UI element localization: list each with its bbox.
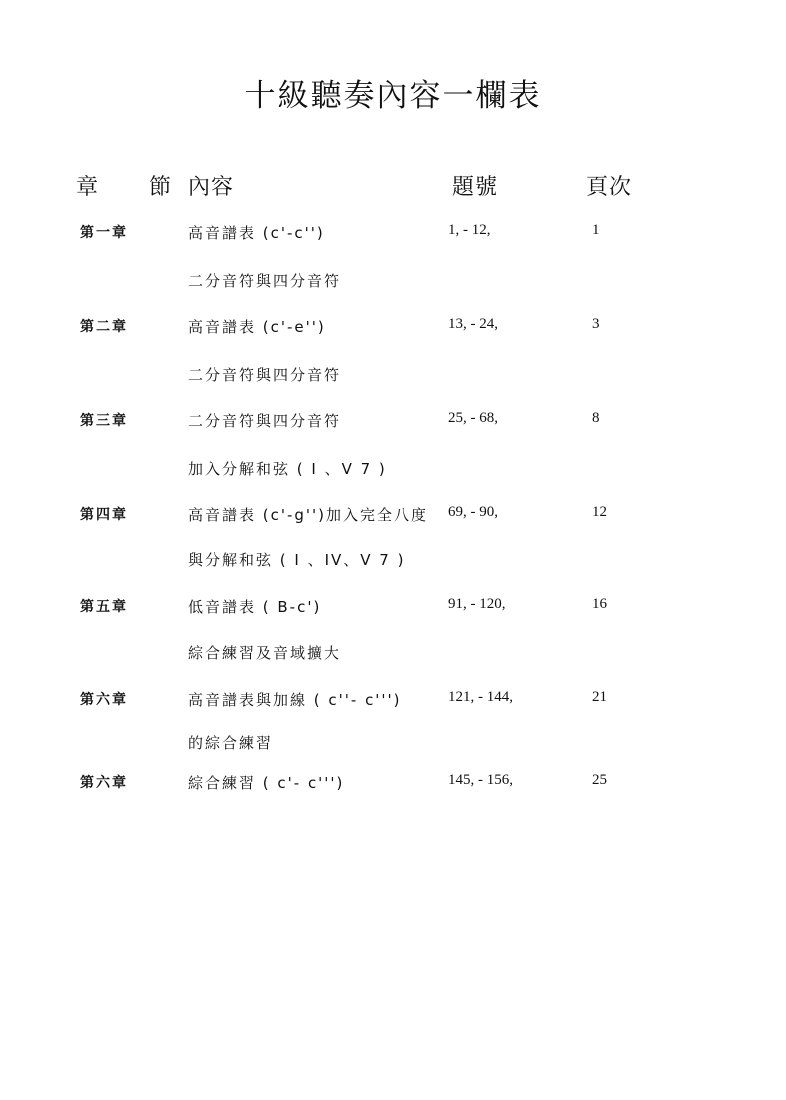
row-content: 與分解和弦 ( I 、IV、V 7 ) bbox=[188, 551, 406, 569]
row-page: 16 bbox=[592, 596, 607, 612]
row-page: 21 bbox=[592, 689, 607, 705]
row-chapter: 第六章 bbox=[80, 775, 128, 791]
row-number: 69, - 90, bbox=[448, 504, 498, 520]
row-number: 1, - 12, bbox=[448, 222, 491, 238]
row-content: 高音譜表 (c'-g'')加入完全八度 bbox=[188, 506, 429, 524]
header-chapter: 章 節 bbox=[76, 175, 193, 200]
row-content: 高音譜表 (c'-c'') bbox=[188, 224, 325, 242]
row-content: 的綜合練習 bbox=[188, 734, 274, 752]
row-number: 13, - 24, bbox=[448, 316, 498, 332]
row-chapter: 第三章 bbox=[80, 413, 128, 429]
row-content: 綜合練習 ( c'- c''') bbox=[188, 774, 345, 792]
row-chapter: 第四章 bbox=[80, 507, 128, 523]
row-page: 1 bbox=[592, 222, 600, 238]
row-content: 高音譜表 (c'-e'') bbox=[188, 318, 326, 336]
header-page: 頁次 bbox=[586, 175, 633, 200]
row-content: 二分音符與四分音符 bbox=[188, 412, 342, 430]
row-content: 綜合練習及音域擴大 bbox=[188, 644, 342, 662]
row-content: 高音譜表與加線 ( c''- c''') bbox=[188, 691, 402, 709]
row-content: 加入分解和弦 ( I 、V 7 ) bbox=[188, 460, 387, 478]
row-chapter: 第六章 bbox=[80, 692, 128, 708]
row-number: 91, - 120, bbox=[448, 596, 506, 612]
row-chapter: 第五章 bbox=[80, 599, 128, 615]
row-number: 121, - 144, bbox=[448, 689, 513, 705]
row-content: 二分音符與四分音符 bbox=[188, 366, 342, 384]
row-content: 低音譜表 ( B-c') bbox=[188, 598, 322, 616]
row-page: 25 bbox=[592, 772, 607, 788]
row-chapter: 第一章 bbox=[80, 225, 128, 241]
header-content: 內容 bbox=[188, 175, 235, 200]
page-title: 十級聽奏內容一欄表 bbox=[244, 78, 542, 114]
header-number: 題號 bbox=[452, 175, 499, 200]
row-page: 12 bbox=[592, 504, 607, 520]
row-page: 8 bbox=[592, 410, 600, 426]
row-number: 25, - 68, bbox=[448, 410, 498, 426]
row-number: 145, - 156, bbox=[448, 772, 513, 788]
row-content: 二分音符與四分音符 bbox=[188, 272, 342, 290]
row-page: 3 bbox=[592, 316, 600, 332]
row-chapter: 第二章 bbox=[80, 319, 128, 335]
